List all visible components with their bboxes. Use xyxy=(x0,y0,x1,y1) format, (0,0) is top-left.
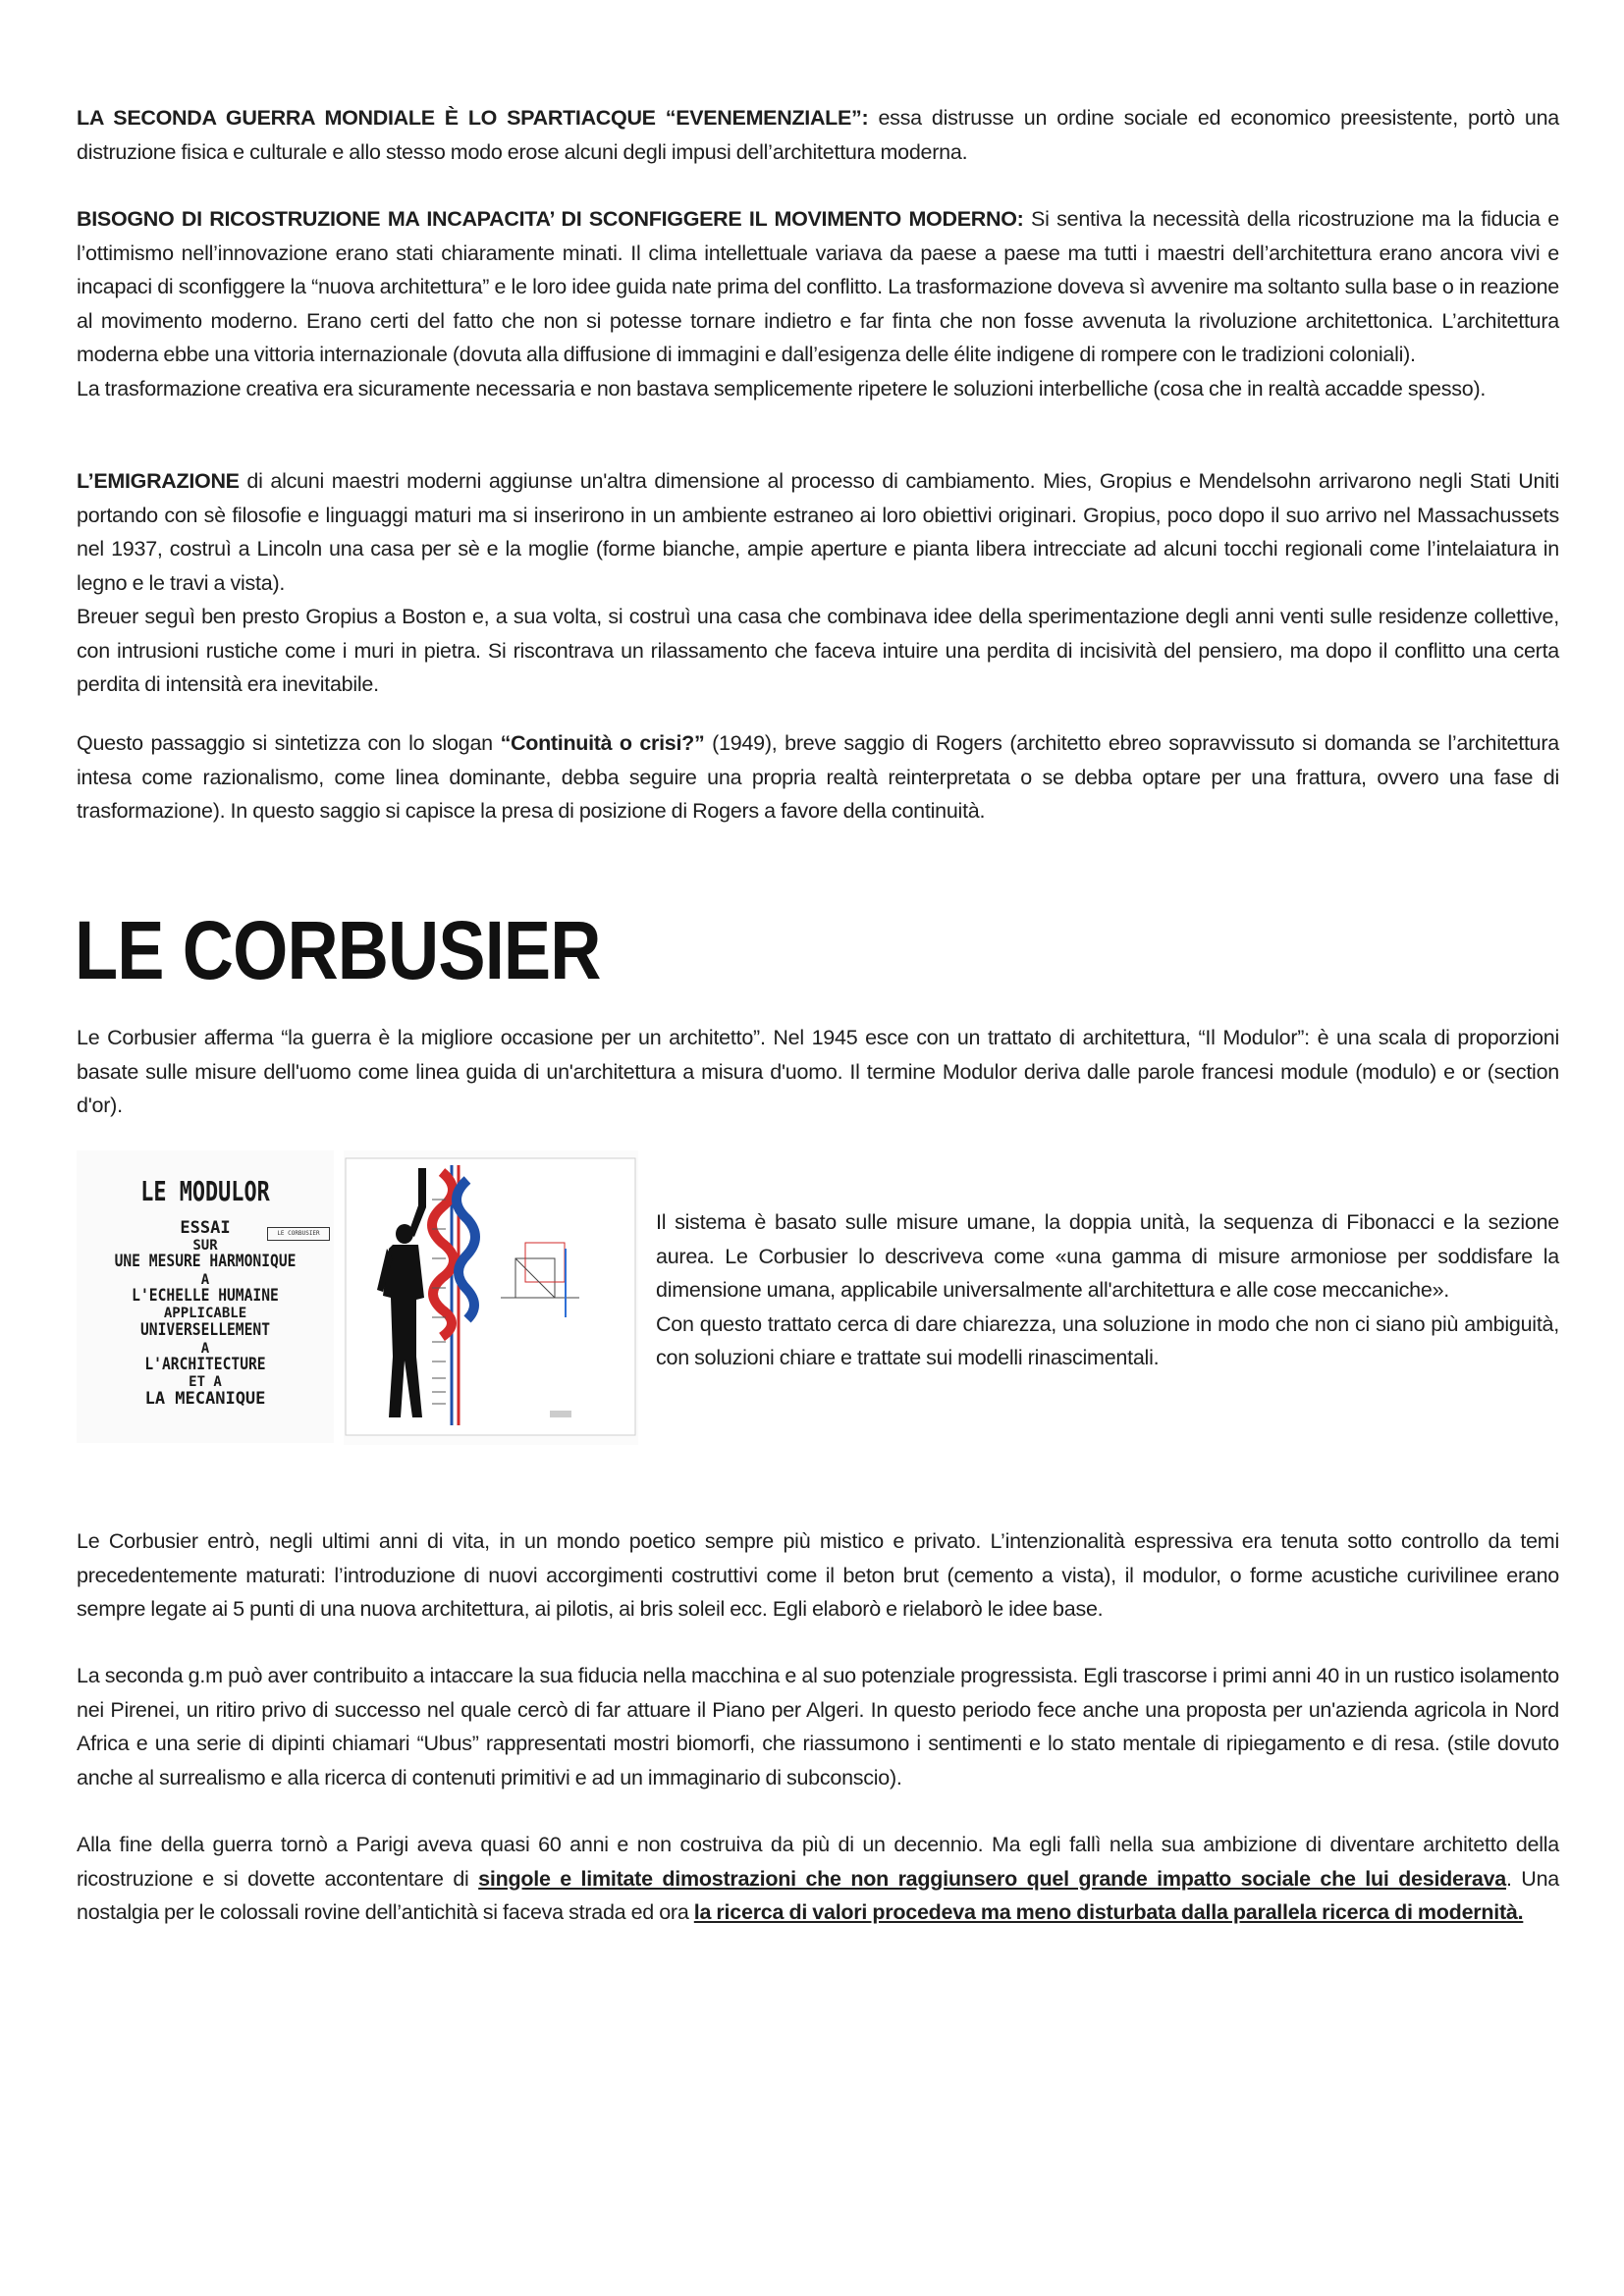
corbusier-text-4b: . Una nostalgia per le colossali rovine dell’antichità si faceva strada ed ora xyxy=(77,1866,1559,1924)
intro-heading-2: BISOGNO DI RICOSTRUZIONE MA INCAPACITA’ DI SCONFIGGERE IL MOVIMENTO MODERNO: xyxy=(77,207,1024,231)
modulor-line-7: UNIVERSELLEMENT xyxy=(139,1320,271,1340)
modulor-line-5: L'ECHELLE HUMAINE xyxy=(132,1286,279,1306)
intro-paragraph-2 xyxy=(77,202,1559,405)
underlined-phrase-2: la ricerca di valori procedeva ma meno disturbata dalla parallela ricerca di modernità. xyxy=(693,1900,1524,1924)
modulor-line-8: A xyxy=(200,1341,210,1357)
corbusier-paragraph-3: La seconda g.m può aver contribuito a intaccare la sua fiducia nella macchina e al suo potenziale progressista. Egli trascorse i primi anni 40 in un rustico isolamento nei Pirenei, un ritiro privo di successo nel quale cercò di far attuare il Piano per Algeri. In questo periodo fece anche una proposta per un'azienda agricola in Nord Africa e una serie di dipinti chiamari “Ubus” rappresentati mostri biomorfi, che riassumono i sentimenti e lo stato mentale di ripiegamento e di resa. (stile dovuto anche al surrealismo e alla ricerca di contenuti primitivi e ad un immaginario di subconscio). xyxy=(77,1664,1559,1789)
modulor-description xyxy=(656,1205,1559,1375)
modulor-description-2: Con questo trattato cerca di dare chiarezza, una soluzione in modo che non ci siano più ambiguità, con soluzioni chiare e trattate sui modelli rinascimentali. xyxy=(656,1311,1559,1369)
author-tag-text: LE CORBUSIER xyxy=(277,1230,320,1237)
modulor-cover-image xyxy=(77,1150,334,1443)
section-title: LE CORBUSIER xyxy=(75,904,601,996)
intro-text-4: (1949), breve saggio di Rogers (architetto ebreo sopravvissuto si domanda se l’architettura intesa come razionalismo, come linea dominante, debba seguire una propria realtà reinterpretata o se debba optare per una frattura, ovvero una fase di trasformazione). In questo saggio si capisce la presa di posizione di Rogers a favore della continuità. xyxy=(77,731,1559,823)
intro-text-1: essa distrusse un ordine sociale ed economico preesistente, portò una distruzione fisica e culturale e allo stesso modo erose alcuni degli impusi dell’architettura moderna. xyxy=(77,106,1559,164)
modulor-title: LE MODULOR xyxy=(140,1175,270,1207)
modulor-figure-svg xyxy=(344,1150,638,1445)
modulor-line-10: ET A xyxy=(189,1374,222,1390)
modulor-description-1: Il sistema è basato sulle misure umane, la doppia unità, la sequenza di Fibonacci e la sezione aurea. Le Corbusier lo descriveva come «una gamma di misure armoniose per soddisfare la dimensione umana, applicabile universalmente all'architettura e alle cose meccaniche». xyxy=(656,1210,1559,1302)
modulor-line-3: UNE MESURE HARMONIQUE xyxy=(114,1252,297,1271)
modulor-line-2: SUR xyxy=(192,1238,218,1254)
corbusier-paragraph-1: Le Corbusier afferma “la guerra è la migliore occasione per un architetto”. Nel 1945 esce con un trattato di architettura, “Il Modulor”: è una scala di proporzioni basate sulle misure dell'uomo come linea guida di un'architettura a misura d'uomo. Il termine Modulor deriva dalle parole francesi module (modulo) e or (section d'or). xyxy=(77,1026,1559,1117)
intro-paragraph-1 xyxy=(77,101,1559,169)
modulor-line-11: LA MECANIQUE xyxy=(144,1389,266,1409)
modulor-line-1: ESSAI xyxy=(180,1218,231,1238)
corbusier-paragraph-4 xyxy=(77,1828,1559,1930)
intro-text-2: Si sentiva la necessità della ricostruzione ma la fiducia e l’ottimismo nell’innovazione erano stati chiaramente minati. Il clima intellettuale variava da paese a paese ma tutti i maestri dell’architettura erano ancora vivi e incapaci di sconfiggere la “nuova architettura” e le loro idee guida nate prima del conflitto. La trasformazione doveva sì avvenire ma soltanto sulla base o in reazione al movimento moderno. Erano certi del fatto che non si potesse tornare indietro e far finta che non fosse avvenuta la rivoluzione architettonica. L’architettura moderna ebbe una vittoria internazionale (dovuta alla diffusione di immagini e dall’esigenza delle élite indigene di rompere con le tradizioni coloniali). xyxy=(77,207,1559,366)
corbusier-paragraph-2: Le Corbusier entrò, negli ultimi anni di vita, in un mondo poetico sempre più mistico e privato. L’intenzionalità espressiva era tenuta sotto controllo da temi precedentemente maturati: l’introduzione di nuovi accorgimenti costruttivi come il beton brut (cemento a vista), il modulor, o forme acustiche curivilinee erano sempre legate ai 5 punti di una nuova architettura, ai pilotis, ai bris soleil ecc. Egli elaborò e rielaborò le idee base. xyxy=(77,1529,1559,1621)
corbusier-text-4a: Alla fine della guerra tornò a Parigi aveva quasi 60 anni e non costruiva da più di un decennio. Ma egli fallì nella sua ambizione di diventare architetto della ricostruzione e si dovette accontentare di xyxy=(77,1833,1559,1891)
intro-heading-1: LA SECONDA GUERRA MONDIALE È LO SPARTIACQUE “EVENEMENZIALE”: xyxy=(77,106,869,130)
intro-paragraph-4 xyxy=(77,726,1559,828)
intro-text-3: di alcuni maestri moderni aggiunse un'altra dimensione al processo di cambiamento. Mies, Gropius e Mendelsohn arrivarono negli Stati Uniti portando con sè filosofie e linguaggi maturi ma si inserirono in un ambiente estraneo ai loro obiettivi originari. Gropius, poco dopo il suo arrivo nel Massachussets nel 1937, costruì a Lincoln una casa per sè e la moglie (forme bianche, ampie aperture e pianta libera intrecciate ad alcuni tocchi regionali come l’intelaiatura in legno e le travi a vista). xyxy=(77,469,1559,595)
underlined-phrase-1: singole e limitate dimostrazioni che non raggiunsero quel grande impatto sociale che lui desiderava xyxy=(478,1866,1506,1891)
slogan-title: “Continuità o crisi?” xyxy=(500,731,705,755)
modulor-line-9: L'ARCHITECTURE xyxy=(144,1355,266,1374)
modulor-figure-image xyxy=(344,1150,638,1445)
intro-heading-3: L’EMIGRAZIONE xyxy=(77,469,240,493)
intro-text-4-pre: Questo passaggio si sintetizza con lo slogan xyxy=(77,731,501,755)
intro-paragraph-3 xyxy=(77,464,1559,702)
modulor-line-6: APPLICABLE xyxy=(163,1306,247,1321)
modulor-line-4: A xyxy=(200,1272,210,1288)
intro-text-3b: Breuer seguì ben presto Gropius a Boston e, a sua volta, si costruì una casa che combinava idee della sperimentazione degli anni venti sulle residenze collettive, con intrusioni rustiche come i muri in pietra. Si riscontrava un rilassamento che faceva intuire una perdita di incisività del pensiero, ma dopo il conflitto una certa perdita di intensità era inevitabile. xyxy=(77,605,1559,696)
intro-text-2b: La trasformazione creativa era sicuramente necessaria e non bastava semplicemente ripetere le soluzioni interbelliche (cosa che in realtà accadde spesso). xyxy=(77,376,1487,400)
